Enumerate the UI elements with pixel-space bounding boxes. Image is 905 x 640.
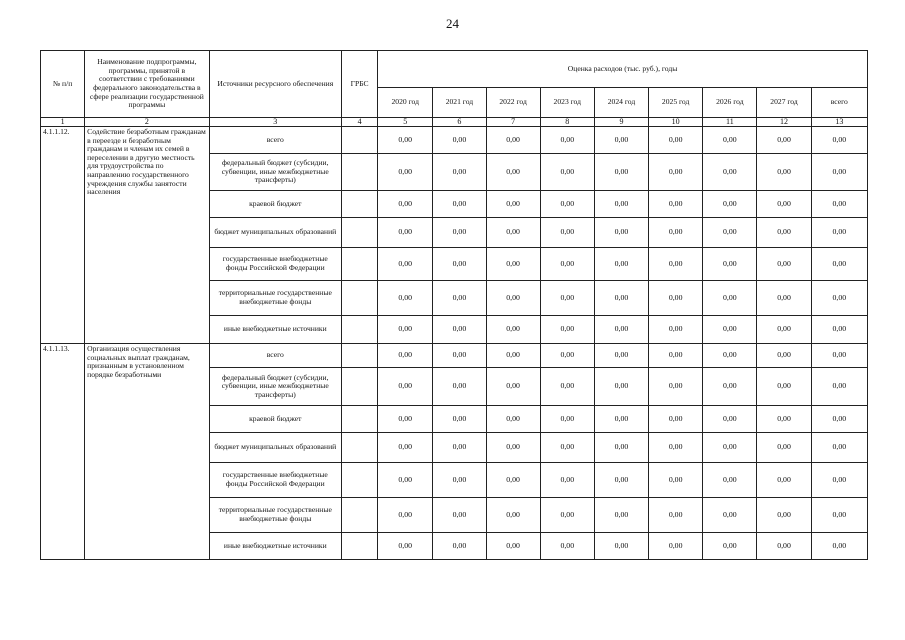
- value-cell: 0,00: [378, 433, 433, 463]
- value-cell: 0,00: [540, 533, 594, 560]
- value-cell: 0,00: [433, 127, 486, 154]
- column-number: 11: [703, 118, 757, 127]
- value-cell: 0,00: [757, 248, 811, 281]
- value-cell: 0,00: [486, 368, 540, 406]
- funding-source: бюджет муниципальных образований: [209, 433, 341, 463]
- column-number: 6: [433, 118, 486, 127]
- value-cell: 0,00: [811, 154, 867, 191]
- header-year: 2022 год: [486, 88, 540, 118]
- value-cell: 0,00: [433, 368, 486, 406]
- header-grbs: ГРБС: [342, 51, 378, 118]
- value-cell: 0,00: [594, 533, 648, 560]
- header-year: 2027 год: [757, 88, 811, 118]
- expenditure-table: [40, 50, 868, 560]
- value-cell: 0,00: [594, 248, 648, 281]
- value-cell: 0,00: [811, 368, 867, 406]
- value-cell: 0,00: [757, 498, 811, 533]
- value-cell: 0,00: [378, 368, 433, 406]
- value-cell: 0,00: [433, 316, 486, 344]
- value-cell: 0,00: [757, 533, 811, 560]
- value-cell: 0,00: [649, 191, 703, 218]
- grbs-cell: [342, 154, 378, 191]
- value-cell: 0,00: [433, 406, 486, 433]
- header-year: 2024 год: [594, 88, 648, 118]
- value-cell: 0,00: [433, 433, 486, 463]
- value-cell: 0,00: [811, 344, 867, 368]
- header-year: всего: [811, 88, 867, 118]
- value-cell: 0,00: [486, 127, 540, 154]
- header-year: 2020 год: [378, 88, 433, 118]
- value-cell: 0,00: [378, 533, 433, 560]
- row-code: 4.1.1.13.: [41, 344, 85, 560]
- funding-source: государственные внебюджетные фонды Российской Федерации: [209, 463, 341, 498]
- header-year: 2026 год: [703, 88, 757, 118]
- value-cell: 0,00: [594, 406, 648, 433]
- value-cell: 0,00: [757, 344, 811, 368]
- grbs-cell: [342, 463, 378, 498]
- value-cell: 0,00: [540, 127, 594, 154]
- funding-source: государственные внебюджетные фонды Российской Федерации: [209, 248, 341, 281]
- value-cell: 0,00: [649, 127, 703, 154]
- grbs-cell: [342, 368, 378, 406]
- funding-source: краевой бюджет: [209, 191, 341, 218]
- value-cell: 0,00: [540, 281, 594, 316]
- value-cell: 0,00: [757, 218, 811, 248]
- column-number: 10: [649, 118, 703, 127]
- header-estimate: Оценка расходов (тыс. руб.), годы: [378, 51, 868, 88]
- value-cell: 0,00: [486, 406, 540, 433]
- grbs-cell: [342, 218, 378, 248]
- grbs-cell: [342, 191, 378, 218]
- value-cell: 0,00: [433, 248, 486, 281]
- value-cell: 0,00: [757, 316, 811, 344]
- value-cell: 0,00: [594, 368, 648, 406]
- column-number: 3: [209, 118, 341, 127]
- value-cell: 0,00: [703, 281, 757, 316]
- value-cell: 0,00: [378, 406, 433, 433]
- value-cell: 0,00: [811, 406, 867, 433]
- value-cell: 0,00: [433, 344, 486, 368]
- value-cell: 0,00: [811, 127, 867, 154]
- value-cell: 0,00: [649, 218, 703, 248]
- value-cell: 0,00: [649, 316, 703, 344]
- value-cell: 0,00: [757, 433, 811, 463]
- value-cell: 0,00: [649, 248, 703, 281]
- value-cell: 0,00: [703, 406, 757, 433]
- value-cell: 0,00: [540, 344, 594, 368]
- grbs-cell: [342, 316, 378, 344]
- value-cell: 0,00: [378, 463, 433, 498]
- value-cell: 0,00: [811, 533, 867, 560]
- value-cell: 0,00: [594, 281, 648, 316]
- column-number: 9: [594, 118, 648, 127]
- value-cell: 0,00: [703, 316, 757, 344]
- header-year: 2021 год: [433, 88, 486, 118]
- value-cell: 0,00: [378, 344, 433, 368]
- value-cell: 0,00: [540, 433, 594, 463]
- value-cell: 0,00: [703, 368, 757, 406]
- value-cell: 0,00: [594, 433, 648, 463]
- value-cell: 0,00: [433, 498, 486, 533]
- value-cell: 0,00: [378, 191, 433, 218]
- row-program-name: Содействие безработным гражданам в переезде и безработным гражданам и членам их семей в переселении в другую местность для трудоустройства по направлению государственного учреждения службы занятости населения: [85, 127, 209, 344]
- grbs-cell: [342, 498, 378, 533]
- value-cell: 0,00: [540, 406, 594, 433]
- value-cell: 0,00: [703, 463, 757, 498]
- funding-source: федеральный бюджет (субсидии, субвенции, иные межбюджетные трансферты): [209, 154, 341, 191]
- value-cell: 0,00: [703, 498, 757, 533]
- grbs-cell: [342, 344, 378, 368]
- value-cell: 0,00: [378, 127, 433, 154]
- value-cell: 0,00: [594, 191, 648, 218]
- page-number: 24: [446, 16, 459, 31]
- column-number: 7: [486, 118, 540, 127]
- value-cell: 0,00: [540, 498, 594, 533]
- value-cell: 0,00: [703, 154, 757, 191]
- value-cell: 0,00: [703, 127, 757, 154]
- funding-source: иные внебюджетные источники: [209, 316, 341, 344]
- value-cell: 0,00: [757, 154, 811, 191]
- value-cell: 0,00: [486, 533, 540, 560]
- value-cell: 0,00: [433, 191, 486, 218]
- value-cell: 0,00: [811, 248, 867, 281]
- value-cell: 0,00: [757, 127, 811, 154]
- value-cell: 0,00: [649, 344, 703, 368]
- funding-source: всего: [209, 127, 341, 154]
- value-cell: 0,00: [594, 344, 648, 368]
- column-number: 1: [41, 118, 85, 127]
- value-cell: 0,00: [540, 154, 594, 191]
- value-cell: 0,00: [486, 316, 540, 344]
- value-cell: 0,00: [486, 433, 540, 463]
- value-cell: 0,00: [703, 533, 757, 560]
- value-cell: 0,00: [540, 316, 594, 344]
- funding-source: территориальные государственные внебюджетные фонды: [209, 498, 341, 533]
- value-cell: 0,00: [811, 218, 867, 248]
- column-number: 5: [378, 118, 433, 127]
- value-cell: 0,00: [433, 533, 486, 560]
- grbs-cell: [342, 281, 378, 316]
- header-source: Источники ресурсного обеспечения: [209, 51, 341, 118]
- funding-source: иные внебюджетные источники: [209, 533, 341, 560]
- value-cell: 0,00: [649, 533, 703, 560]
- value-cell: 0,00: [703, 218, 757, 248]
- value-cell: 0,00: [486, 154, 540, 191]
- value-cell: 0,00: [378, 316, 433, 344]
- table-row: [41, 344, 868, 368]
- value-cell: 0,00: [486, 218, 540, 248]
- header-year: 2023 год: [540, 88, 594, 118]
- value-cell: 0,00: [757, 281, 811, 316]
- funding-source: краевой бюджет: [209, 406, 341, 433]
- value-cell: 0,00: [703, 433, 757, 463]
- value-cell: 0,00: [703, 248, 757, 281]
- value-cell: 0,00: [757, 368, 811, 406]
- value-cell: 0,00: [594, 463, 648, 498]
- value-cell: 0,00: [486, 281, 540, 316]
- value-cell: 0,00: [649, 368, 703, 406]
- value-cell: 0,00: [703, 191, 757, 218]
- header-program-name: Наименование подпрограммы, программы, принятой в соответствии с требованиями федерального законодательства в сфере реализации государственной программы: [85, 51, 209, 118]
- column-number: 13: [811, 118, 867, 127]
- value-cell: 0,00: [757, 191, 811, 218]
- value-cell: 0,00: [594, 127, 648, 154]
- value-cell: 0,00: [540, 368, 594, 406]
- value-cell: 0,00: [433, 218, 486, 248]
- value-cell: 0,00: [811, 498, 867, 533]
- value-cell: 0,00: [486, 463, 540, 498]
- value-cell: 0,00: [811, 463, 867, 498]
- value-cell: 0,00: [433, 154, 486, 191]
- value-cell: 0,00: [811, 433, 867, 463]
- value-cell: 0,00: [486, 191, 540, 218]
- value-cell: 0,00: [540, 463, 594, 498]
- value-cell: 0,00: [649, 281, 703, 316]
- table-row: [41, 127, 868, 154]
- value-cell: 0,00: [486, 248, 540, 281]
- funding-source: федеральный бюджет (субсидии, субвенции, иные межбюджетные трансферты): [209, 368, 341, 406]
- value-cell: 0,00: [757, 406, 811, 433]
- funding-source: бюджет муниципальных образований: [209, 218, 341, 248]
- grbs-cell: [342, 433, 378, 463]
- column-number: 4: [342, 118, 378, 127]
- value-cell: 0,00: [594, 218, 648, 248]
- funding-source: территориальные государственные внебюджетные фонды: [209, 281, 341, 316]
- value-cell: 0,00: [594, 498, 648, 533]
- value-cell: 0,00: [703, 344, 757, 368]
- value-cell: 0,00: [486, 344, 540, 368]
- value-cell: 0,00: [811, 191, 867, 218]
- value-cell: 0,00: [649, 406, 703, 433]
- value-cell: 0,00: [540, 218, 594, 248]
- value-cell: 0,00: [649, 154, 703, 191]
- value-cell: 0,00: [649, 433, 703, 463]
- value-cell: 0,00: [378, 281, 433, 316]
- value-cell: 0,00: [757, 463, 811, 498]
- value-cell: 0,00: [649, 463, 703, 498]
- grbs-cell: [342, 127, 378, 154]
- value-cell: 0,00: [811, 281, 867, 316]
- value-cell: 0,00: [433, 463, 486, 498]
- row-code: 4.1.1.12.: [41, 127, 85, 344]
- header-number: № п/п: [41, 51, 85, 118]
- value-cell: 0,00: [486, 498, 540, 533]
- column-number: 2: [85, 118, 209, 127]
- value-cell: 0,00: [811, 316, 867, 344]
- value-cell: 0,00: [649, 498, 703, 533]
- funding-source: всего: [209, 344, 341, 368]
- grbs-cell: [342, 406, 378, 433]
- row-program-name: Организация осуществления социальных выплат гражданам, признанным в установленном порядке безработными: [85, 344, 209, 560]
- value-cell: 0,00: [594, 154, 648, 191]
- value-cell: 0,00: [540, 191, 594, 218]
- column-number: 12: [757, 118, 811, 127]
- column-number: 8: [540, 118, 594, 127]
- value-cell: 0,00: [378, 218, 433, 248]
- value-cell: 0,00: [378, 498, 433, 533]
- grbs-cell: [342, 248, 378, 281]
- value-cell: 0,00: [540, 248, 594, 281]
- grbs-cell: [342, 533, 378, 560]
- value-cell: 0,00: [378, 248, 433, 281]
- value-cell: 0,00: [378, 154, 433, 191]
- value-cell: 0,00: [594, 316, 648, 344]
- value-cell: 0,00: [433, 281, 486, 316]
- header-year: 2025 год: [649, 88, 703, 118]
